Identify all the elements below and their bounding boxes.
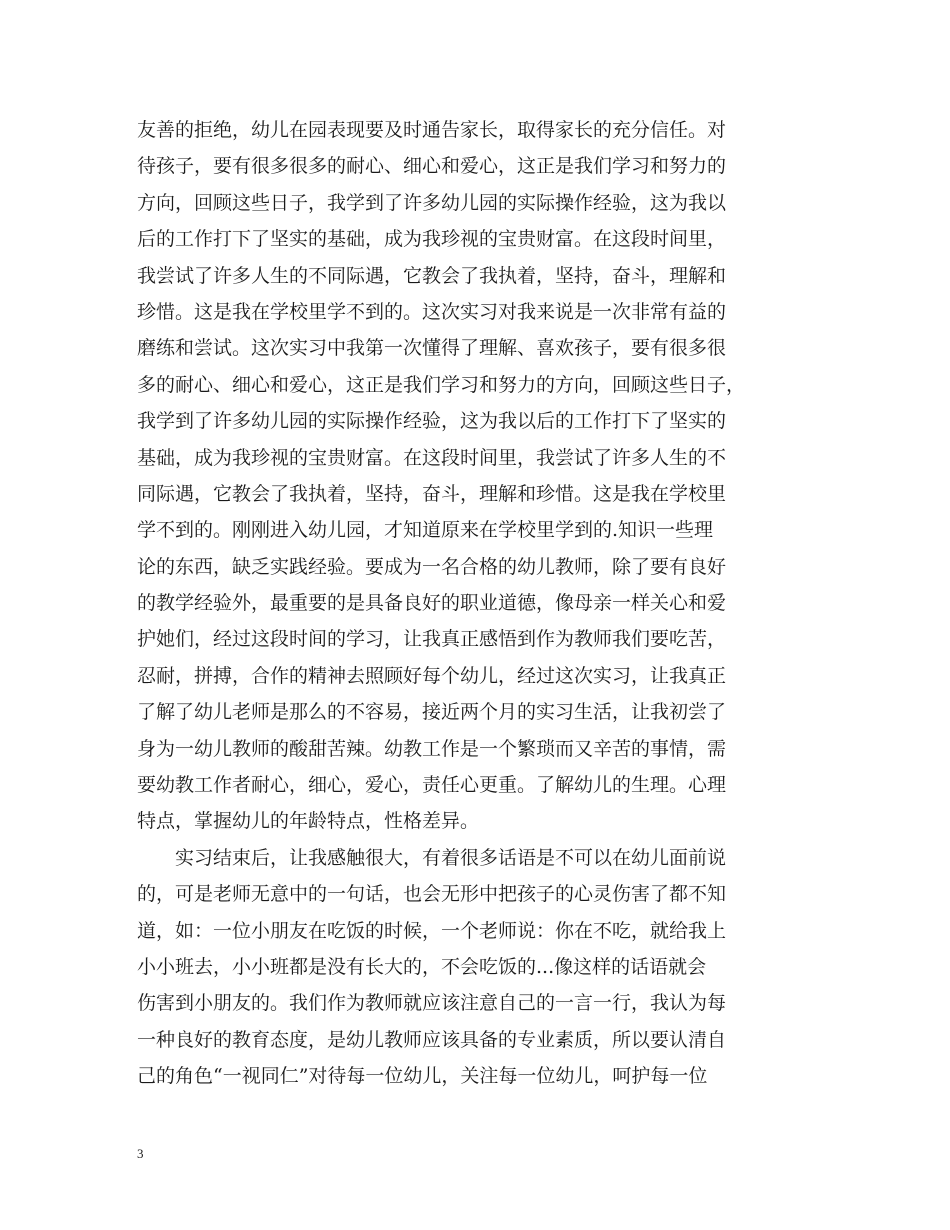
text-line: 己的角色“一视同仁”对待每一位幼儿，关注每一位幼儿，呵护每一位 [137, 1065, 708, 1088]
text-line: 的教学经验外，最重要的是具备良好的职业道德，像母亲一样关心和爱 [137, 592, 727, 615]
text-line: 珍惜。这是我在学校里学不到的。这次实习对我来说是一次非常有益的 [137, 300, 727, 323]
text-line: 同际遇，它教会了我执着，坚持，奋斗，理解和珍惜。这是我在学校里 [137, 482, 727, 505]
text-line: 一种良好的教育态度，是幼儿教师应该具备的专业素质，所以要认清自 [137, 1028, 727, 1051]
text-line: 小小班去，小小班都是没有长大的，不会吃饭的...像这样的话语就会 [137, 955, 707, 978]
text-line: 的，可是老师无意中的一句话，也会无形中把孩子的心灵伤害了都不知 [137, 883, 727, 906]
text-line: 我学到了许多幼儿园的实际操作经验，这为我以后的工作打下了坚实的 [137, 410, 727, 433]
text-line: 道，如：一位小朋友在吃饭的时候，一个老师说：你在不吃，就给我上 [137, 919, 727, 942]
text-line: 我尝试了许多人生的不同际遇，它教会了我执着，坚持，奋斗，理解和 [137, 264, 727, 287]
text-line: 身为一幼儿教师的酸甜苦辣。幼教工作是一个繁琐而又辛苦的事情，需 [137, 737, 727, 760]
body-text [137, 112, 817, 1095]
text-line: 伤害到小朋友的。我们作为教师就应该注意自己的一言一行，我认为每 [137, 992, 727, 1015]
text-line: 方向，回顾这些日子，我学到了许多幼儿园的实际操作经验，这为我以 [137, 191, 727, 214]
text-line: 磨练和尝试。这次实习中我第一次懂得了理解、喜欢孩子，要有很多很 [137, 337, 727, 360]
text-line: 后的工作打下了坚实的基础，成为我珍视的宝贵财富。在这段时间里， [137, 228, 727, 251]
text-line: 学不到的。刚刚进入幼儿园，才知道原来在学校里学到的.知识一些理 [137, 519, 714, 542]
text-line: 论的东西，缺乏实践经验。要成为一名合格的幼儿教师，除了要有良好 [137, 555, 727, 578]
text-line: 了解了幼儿老师是那么的不容易，接近两个月的实习生活，让我初尝了 [137, 701, 727, 724]
text-line-indented: 实习结束后，让我感触很大，有着很多话语是不可以在幼儿面前说 [175, 846, 727, 869]
text-line: 多的耐心、细心和爱心，这正是我们学习和努力的方向，回顾这些日子， [137, 373, 746, 396]
text-line: 基础，成为我珍视的宝贵财富。在这段时间里，我尝试了许多人生的不 [137, 446, 727, 469]
page-number: 3 [137, 1146, 144, 1161]
text-line: 特点，掌握幼儿的年龄特点，性格差异。 [137, 810, 480, 833]
text-line: 要幼教工作者耐心，细心，爱心，责任心更重。了解幼儿的生理。心理 [137, 774, 727, 797]
text-line: 待孩子，要有很多很多的耐心、细心和爱心，这正是我们学习和努力的 [137, 155, 727, 178]
text-line: 忍耐，拼搏，合作的精神去照顾好每个幼儿，经过这次实习，让我真正 [137, 664, 727, 687]
text-line: 友善的拒绝，幼儿在园表现要及时通告家长，取得家长的充分信任。对 [137, 119, 727, 141]
text-line: 护她们，经过这段时间的学习，让我真正感悟到作为教师我们要吃苦， [137, 628, 727, 651]
